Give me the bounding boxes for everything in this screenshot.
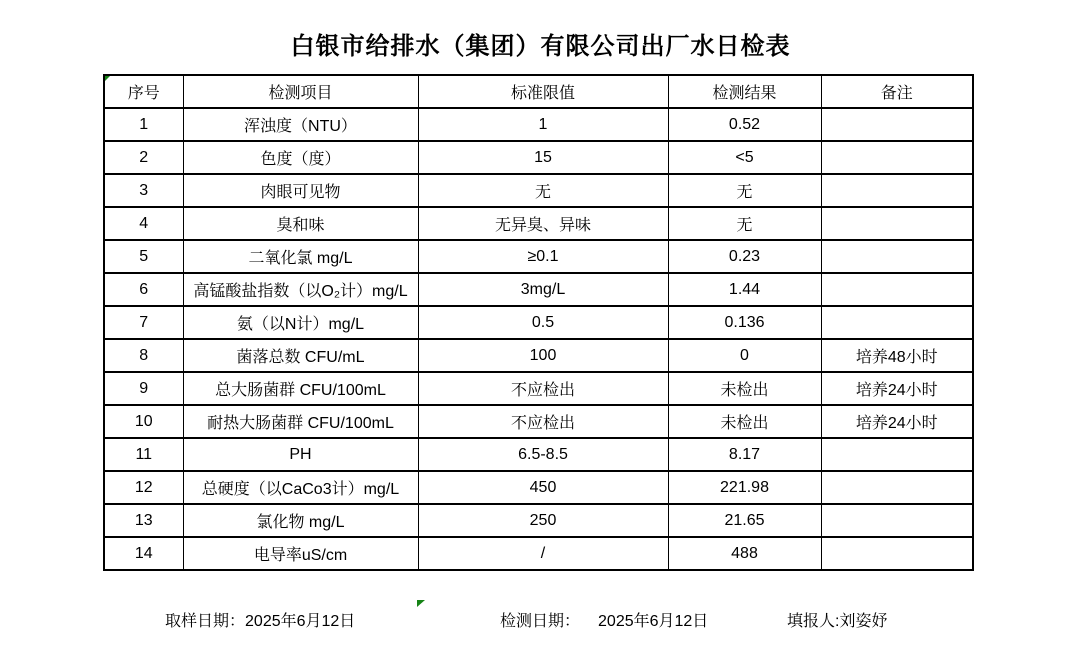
cell-no: 11 bbox=[104, 438, 183, 471]
cell-no: 5 bbox=[104, 240, 183, 273]
cell-item: 氨（以N计）mg/L bbox=[183, 306, 418, 339]
table-row bbox=[104, 207, 973, 240]
column-header-item: 检测项目 bbox=[183, 75, 418, 108]
table-body bbox=[104, 108, 973, 570]
cell-note bbox=[821, 306, 973, 339]
cell-no: 10 bbox=[104, 405, 183, 438]
cell-item: 二氧化氯 mg/L bbox=[183, 240, 418, 273]
cell-result: 未检出 bbox=[668, 405, 821, 438]
table-row bbox=[104, 273, 973, 306]
cell-note bbox=[821, 273, 973, 306]
cell-note bbox=[821, 504, 973, 537]
cell-result: 0 bbox=[668, 339, 821, 372]
table-row bbox=[104, 108, 973, 141]
cell-item: 氯化物 mg/L bbox=[183, 504, 418, 537]
cell-result: 未检出 bbox=[668, 372, 821, 405]
cell-limit: 不应检出 bbox=[418, 372, 668, 405]
sample-date bbox=[165, 608, 355, 631]
inspection-table bbox=[103, 74, 974, 571]
cell-item: 菌落总数 CFU/mL bbox=[183, 339, 418, 372]
cell-limit: 无 bbox=[418, 174, 668, 207]
sample-date-value: 2025年6月12日 bbox=[245, 613, 356, 630]
cell-result: 1.44 bbox=[668, 273, 821, 306]
cell-limit: 无异臭、异味 bbox=[418, 207, 668, 240]
cell-item: PH bbox=[183, 438, 418, 471]
sample-date-label: 取样日期： bbox=[165, 613, 246, 630]
header-row bbox=[104, 75, 973, 108]
cell-note bbox=[821, 537, 973, 570]
cell-limit: ≥0.1 bbox=[418, 240, 668, 273]
table-row bbox=[104, 537, 973, 570]
table-row bbox=[104, 339, 973, 372]
reporter-name: 刘姿妤 bbox=[839, 613, 888, 630]
cell-result: 0.136 bbox=[668, 306, 821, 339]
cell-result: 8.17 bbox=[668, 438, 821, 471]
table-row bbox=[104, 405, 973, 438]
cell-result: 0.23 bbox=[668, 240, 821, 273]
cell-result: 221.98 bbox=[668, 471, 821, 504]
cell-no: 9 bbox=[104, 372, 183, 405]
cell-note bbox=[821, 174, 973, 207]
cell-no: 14 bbox=[104, 537, 183, 570]
cell-limit: 250 bbox=[418, 504, 668, 537]
table-header bbox=[104, 75, 973, 108]
cell-result: 0.52 bbox=[668, 108, 821, 141]
column-header-no: 序号 bbox=[104, 75, 183, 108]
cell-limit: 0.5 bbox=[418, 306, 668, 339]
cell-note bbox=[821, 240, 973, 273]
cell-note bbox=[821, 471, 973, 504]
cell-limit: 不应检出 bbox=[418, 405, 668, 438]
cell-no: 12 bbox=[104, 471, 183, 504]
cell-no: 1 bbox=[104, 108, 183, 141]
cell-limit: 15 bbox=[418, 141, 668, 174]
table-row bbox=[104, 438, 973, 471]
table-row bbox=[104, 174, 973, 207]
table-row bbox=[104, 471, 973, 504]
cell-limit: / bbox=[418, 537, 668, 570]
cell-item: 总硬度（以CaCo3计）mg/L bbox=[183, 471, 418, 504]
cell-note bbox=[821, 108, 973, 141]
cell-item: 电导率uS/cm bbox=[183, 537, 418, 570]
cell-note bbox=[821, 207, 973, 240]
cell-item: 臭和味 bbox=[183, 207, 418, 240]
cell-note bbox=[821, 141, 973, 174]
cell-item: 浑浊度（NTU） bbox=[183, 108, 418, 141]
cell-limit: 3mg/L bbox=[418, 273, 668, 306]
cell-limit: 450 bbox=[418, 471, 668, 504]
cell-item: 色度（度） bbox=[183, 141, 418, 174]
test-date bbox=[500, 608, 708, 631]
cell-item: 总大肠菌群 CFU/100mL bbox=[183, 372, 418, 405]
cell-result: 无 bbox=[668, 174, 821, 207]
table-row bbox=[104, 306, 973, 339]
footer bbox=[0, 608, 1081, 632]
test-date-label: 检测日期： bbox=[500, 613, 581, 630]
cell-note: 培养24小时 bbox=[821, 372, 973, 405]
column-header-limit: 标准限值 bbox=[418, 75, 668, 108]
cell-result: 488 bbox=[668, 537, 821, 570]
table-row bbox=[104, 372, 973, 405]
cell-result: 无 bbox=[668, 207, 821, 240]
table-row bbox=[104, 504, 973, 537]
page-title: 白银市给排水（集团）有限公司出厂水日检表 bbox=[290, 33, 791, 60]
table-row bbox=[104, 240, 973, 273]
cell-limit: 100 bbox=[418, 339, 668, 372]
cell-no: 3 bbox=[104, 174, 183, 207]
cell-item: 肉眼可见物 bbox=[183, 174, 418, 207]
cell-item: 高锰酸盐指数（以O₂计）mg/L bbox=[183, 273, 418, 306]
table-row bbox=[104, 141, 973, 174]
cell-no: 2 bbox=[104, 141, 183, 174]
column-header-note: 备注 bbox=[821, 75, 973, 108]
cell-limit: 1 bbox=[418, 108, 668, 141]
cell-result: <5 bbox=[668, 141, 821, 174]
cell-no: 7 bbox=[104, 306, 183, 339]
cell-item: 耐热大肠菌群 CFU/100mL bbox=[183, 405, 418, 438]
cell-no: 8 bbox=[104, 339, 183, 372]
reporter-label: 填报人: bbox=[787, 613, 840, 630]
cell-note: 培养24小时 bbox=[821, 405, 973, 438]
cell-no: 6 bbox=[104, 273, 183, 306]
cell-note: 培养48小时 bbox=[821, 339, 973, 372]
cell-result: 21.65 bbox=[668, 504, 821, 537]
reporter bbox=[787, 608, 887, 631]
cell-no: 4 bbox=[104, 207, 183, 240]
cell-limit: 6.5-8.5 bbox=[418, 438, 668, 471]
test-date-value: 2025年6月12日 bbox=[598, 613, 709, 630]
cell-no: 13 bbox=[104, 504, 183, 537]
column-header-result: 检测结果 bbox=[668, 75, 821, 108]
cell-note bbox=[821, 438, 973, 471]
spill-marker-icon bbox=[417, 600, 425, 607]
